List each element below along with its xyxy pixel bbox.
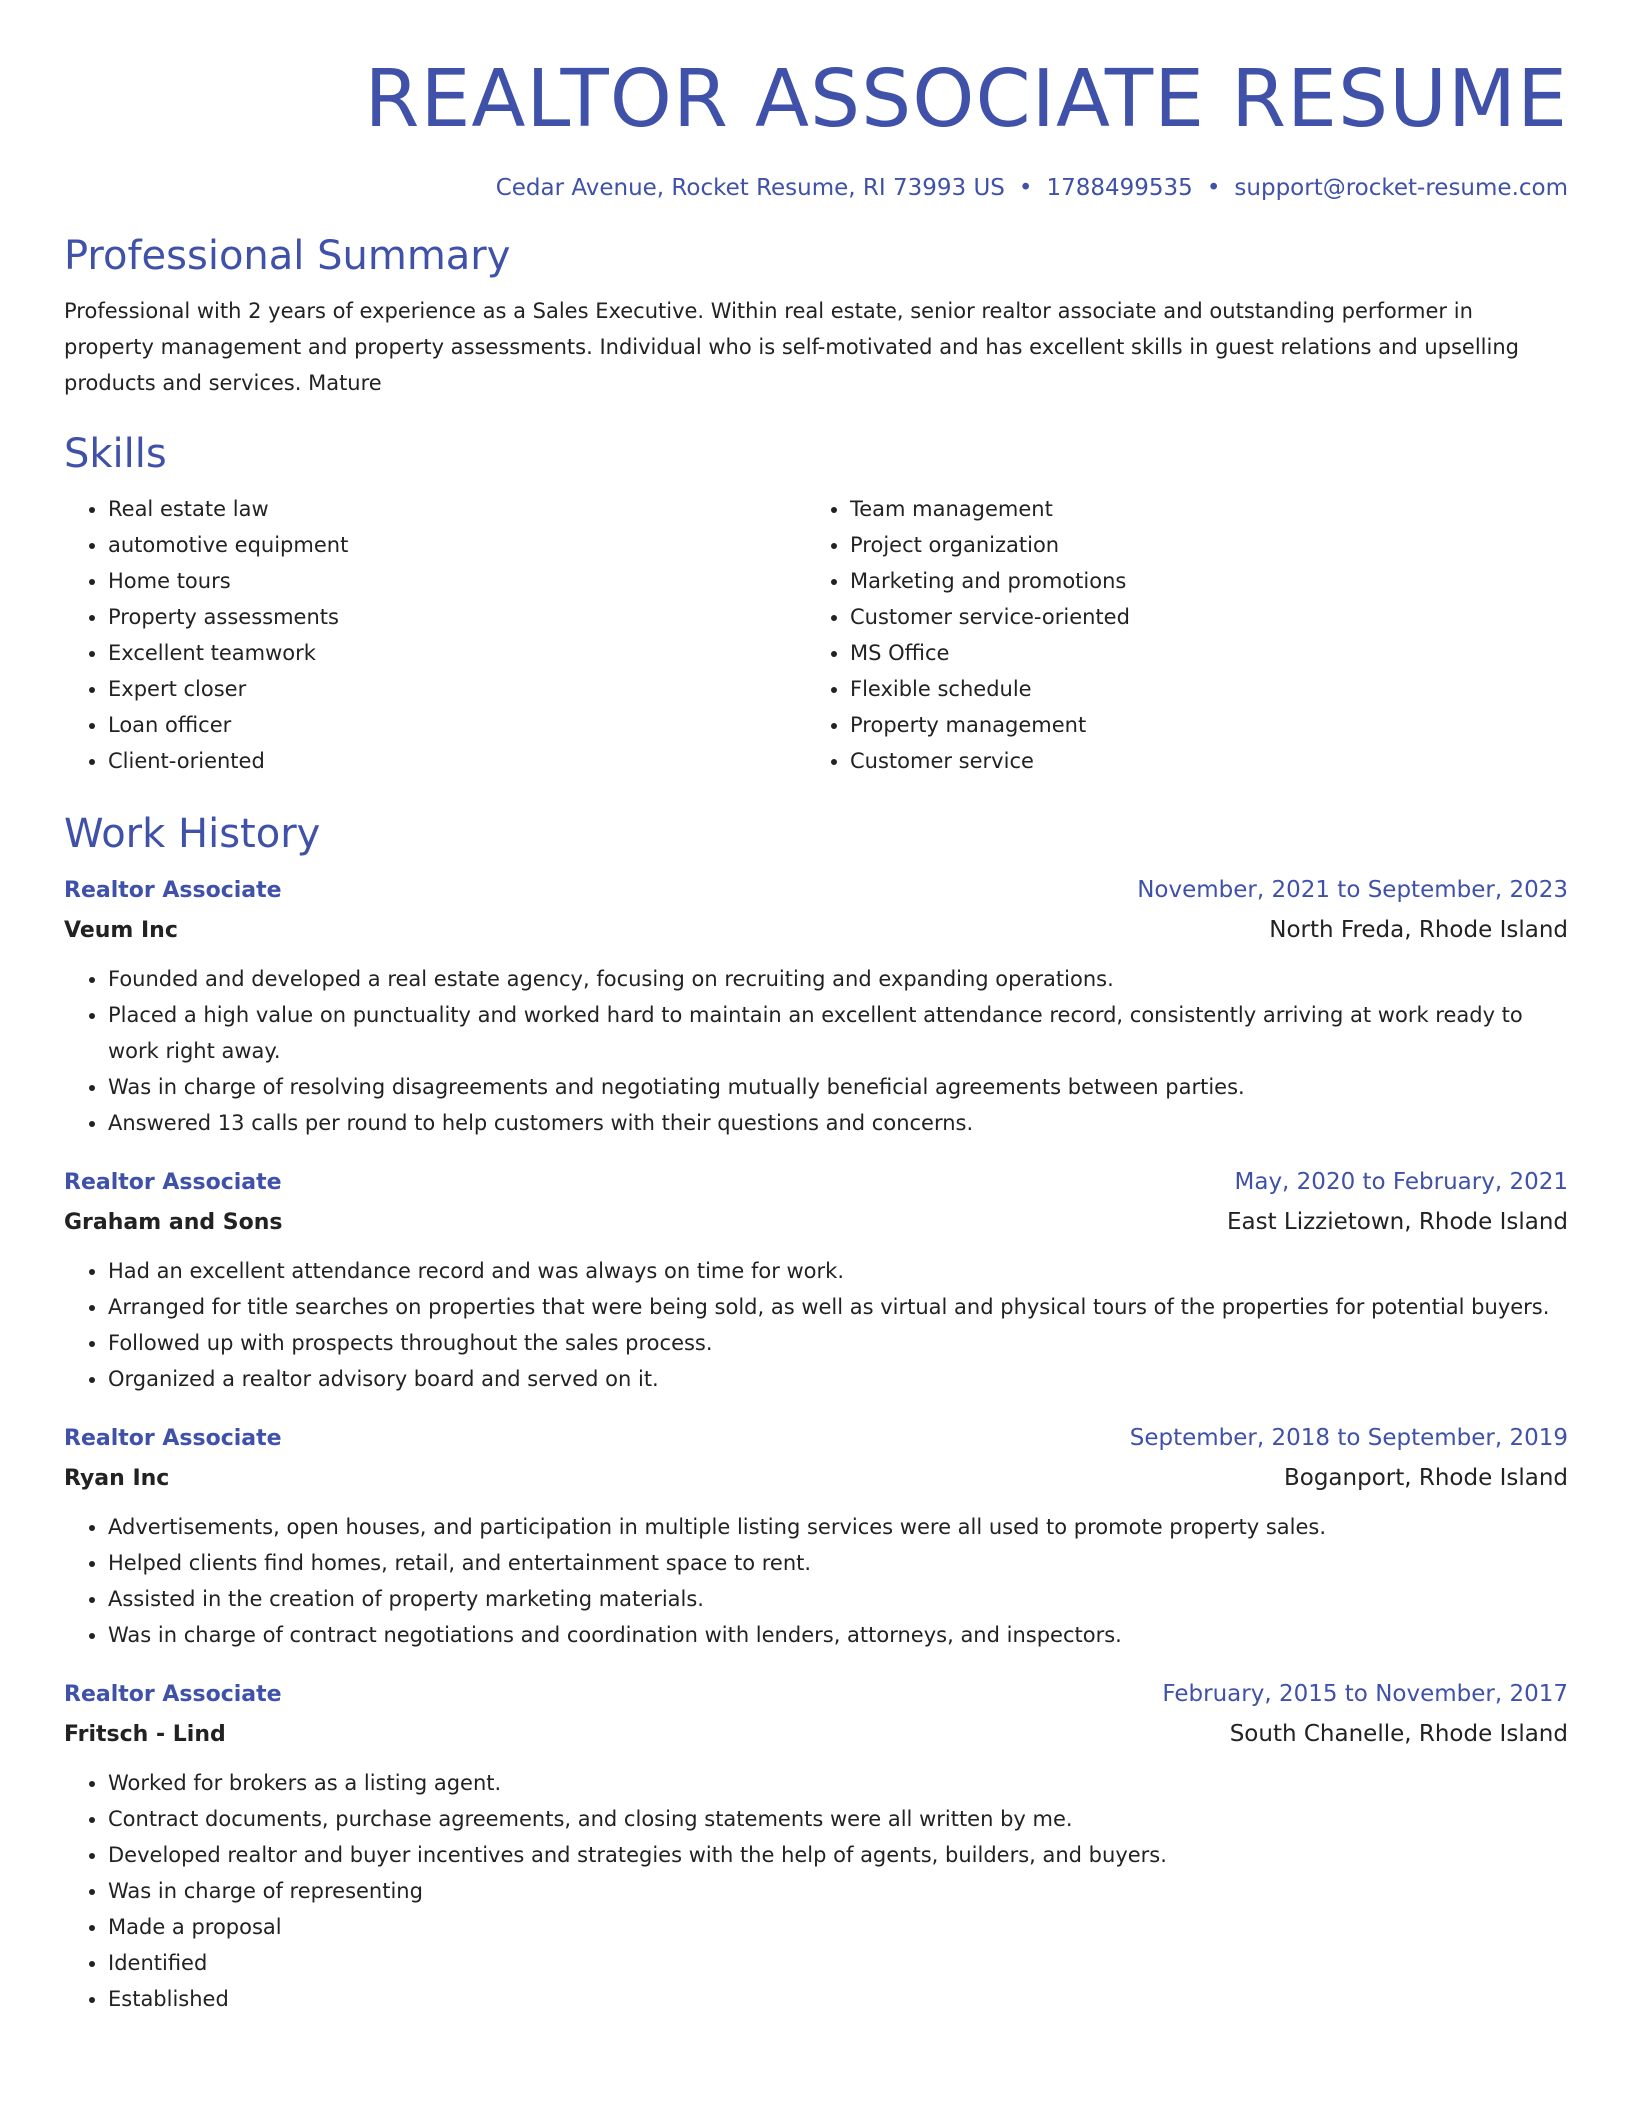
list-item: • Helped clients find homes, retail, and entertainment space to rent. xyxy=(108,1545,1568,1581)
skills-section xyxy=(64,429,1568,779)
skills-list-left xyxy=(64,491,806,779)
job-dates: February, 2015 to November, 2017 xyxy=(1162,1681,1568,1707)
company-name: Graham and Sons xyxy=(64,1210,283,1235)
list-item: • Worked for brokers as a listing agent. xyxy=(108,1765,1568,1801)
resume-page xyxy=(64,0,1568,2017)
skill-item: • Property management xyxy=(850,707,1548,743)
skill-item: • Project organization xyxy=(850,527,1548,563)
list-item: • Contract documents, purchase agreements, and closing statements were all written by me. xyxy=(108,1801,1568,1837)
summary-text: Professional with 2 years of experience as a Sales Executive. Within real estate, senior realtor associate and outstanding performer in property management and property assessments. Individual who is self-motivated and has excellent skills in guest relations and upselling products and services. Mature xyxy=(64,299,1519,395)
skill-item: • Excellent teamwork xyxy=(108,635,806,671)
section-heading: Work History xyxy=(64,811,321,857)
summary-section xyxy=(64,231,1568,401)
list-item: • Followed up with prospects throughout the sales process. xyxy=(108,1325,1568,1361)
separator: • xyxy=(1018,175,1033,201)
skill-item: • Flexible schedule xyxy=(850,671,1548,707)
list-item: • Assisted in the creation of property marketing materials. xyxy=(108,1581,1568,1617)
job-dates: May, 2020 to February, 2021 xyxy=(1234,1169,1568,1195)
job-dates: November, 2021 to September, 2023 xyxy=(1137,877,1568,903)
job-location: South Chanelle, Rhode Island xyxy=(1229,1721,1568,1747)
resume-title: REALTOR ASSOCIATE RESUME xyxy=(364,53,1568,145)
job-entry xyxy=(64,1163,1568,1397)
skill-item: • Expert closer xyxy=(108,671,806,707)
skills-columns xyxy=(64,491,1568,779)
skill-item: • Real estate law xyxy=(108,491,806,527)
company-name: Fritsch - Lind xyxy=(64,1722,226,1747)
list-item: • Answered 13 calls per round to help customers with their questions and concerns. xyxy=(108,1105,1568,1141)
skill-item: • Team management xyxy=(850,491,1548,527)
contact-line xyxy=(64,173,1568,203)
job-entry xyxy=(64,871,1568,1141)
section-heading: Professional Summary xyxy=(64,233,511,279)
company-name: Veum Inc xyxy=(64,918,178,943)
skill-item: • automotive equipment xyxy=(108,527,806,563)
email-link[interactable]: support@rocket-resume.com xyxy=(1234,175,1568,201)
job-entry xyxy=(64,1419,1568,1653)
list-item: • Developed realtor and buyer incentives and strategies with the help of agents, builders, and buyers. xyxy=(108,1837,1568,1873)
skills-list-right xyxy=(806,491,1548,779)
job-bullets xyxy=(64,961,1568,1141)
job-location: Boganport, Rhode Island xyxy=(1283,1465,1568,1491)
list-item: • Established xyxy=(108,1981,1568,2017)
separator: • xyxy=(1206,175,1221,201)
list-item: • Made a proposal xyxy=(108,1909,1568,1945)
job-title: Realtor Associate xyxy=(64,1426,282,1451)
company-name: Ryan Inc xyxy=(64,1466,170,1491)
skill-item: • Home tours xyxy=(108,563,806,599)
job-bullets xyxy=(64,1509,1568,1653)
list-item: • Arranged for title searches on properties that were being sold, as well as virtual and physical tours of the properties for potential buyers. xyxy=(108,1289,1568,1325)
list-item: • Was in charge of contract negotiations and coordination with lenders, attorneys, and inspectors. xyxy=(108,1617,1568,1653)
list-item: • Had an excellent attendance record and was always on time for work. xyxy=(108,1253,1568,1289)
list-item: • Organized a realtor advisory board and served on it. xyxy=(108,1361,1568,1397)
list-item: • Advertisements, open houses, and participation in multiple listing services were all used to promote property sales. xyxy=(108,1509,1568,1545)
list-item: • Placed a high value on punctuality and worked hard to maintain an excellent attendance record, consistently arriving at work ready to work right away. xyxy=(108,997,1568,1069)
skill-item: • Customer service-oriented xyxy=(850,599,1548,635)
job-location: North Freda, Rhode Island xyxy=(1269,917,1568,943)
job-bullets xyxy=(64,1253,1568,1397)
skill-item: • Client-oriented xyxy=(108,743,806,779)
job-title: Realtor Associate xyxy=(64,1170,282,1195)
list-item: • Identified xyxy=(108,1945,1568,1981)
skill-item: • Marketing and promotions xyxy=(850,563,1548,599)
job-entry xyxy=(64,1675,1568,2017)
skill-item: • MS Office xyxy=(850,635,1548,671)
section-heading: Skills xyxy=(64,431,167,477)
list-item: • Was in charge of representing xyxy=(108,1873,1568,1909)
list-item: • Was in charge of resolving disagreements and negotiating mutually beneficial agreements between parties. xyxy=(108,1069,1568,1105)
list-item: • Founded and developed a real estate agency, focusing on recruiting and expanding operations. xyxy=(108,961,1568,997)
phone: 1788499535 xyxy=(1046,175,1193,201)
skill-item: • Property assessments xyxy=(108,599,806,635)
job-bullets xyxy=(64,1765,1568,2017)
address: Cedar Avenue, Rocket Resume, RI 73993 US xyxy=(495,175,1005,201)
job-location: East Lizzietown, Rhode Island xyxy=(1226,1209,1568,1235)
job-dates: September, 2018 to September, 2019 xyxy=(1129,1425,1568,1451)
job-title: Realtor Associate xyxy=(64,1682,282,1707)
job-title: Realtor Associate xyxy=(64,878,282,903)
skill-item: • Loan officer xyxy=(108,707,806,743)
skill-item: • Customer service xyxy=(850,743,1548,779)
work-history-section xyxy=(64,809,1568,2017)
